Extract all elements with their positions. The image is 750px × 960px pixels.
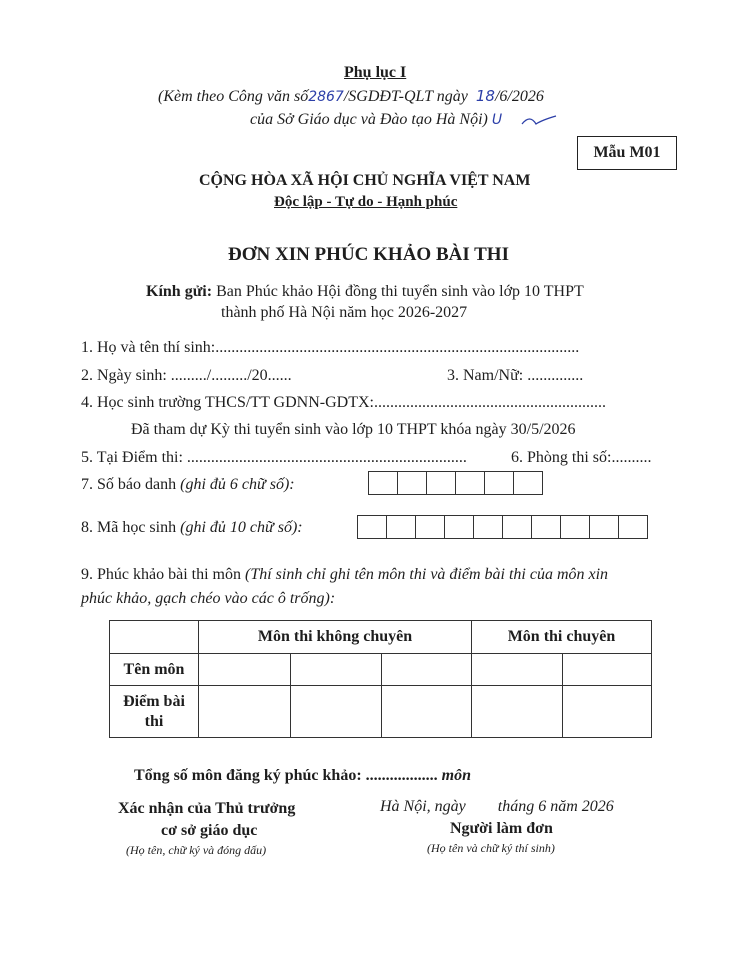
total-subjects-line[interactable]: [134, 767, 471, 785]
row-label-subject: Tên môn: [110, 654, 199, 686]
digit-box[interactable]: [532, 516, 561, 538]
ref-middle: /SGDĐT-QLT ngày: [343, 88, 468, 105]
digit-box[interactable]: [398, 472, 427, 494]
right-signature-title: Người làm đơn: [450, 820, 553, 837]
table-corner-cell: [110, 621, 199, 654]
handwritten-initial-stroke: [520, 112, 560, 132]
field-gender[interactable]: 3. Nam/Nữ: ..............: [447, 367, 584, 384]
appendix-reference-line2: [250, 111, 502, 129]
field-candidate-number-label: [81, 476, 295, 494]
score-cell[interactable]: [563, 686, 652, 738]
digit-box[interactable]: [369, 472, 398, 494]
subject-cell[interactable]: [199, 654, 291, 686]
score-cell[interactable]: [472, 686, 563, 738]
ref-suffix: /6/2026: [494, 88, 544, 105]
digit-box[interactable]: [590, 516, 619, 538]
subject-cell[interactable]: [291, 654, 382, 686]
left-signature-note: (Họ tên, chữ ký và đóng dấu): [126, 843, 267, 857]
header-specialized: Môn thi chuyên: [472, 621, 652, 654]
sbd-hint: (ghi đủ 6 chữ số):: [180, 476, 295, 493]
student-id-label: 8. Mã học sinh: [81, 519, 181, 536]
form-title: ĐƠN XIN PHÚC KHẢO BÀI THI: [228, 244, 509, 265]
subject-cell[interactable]: [472, 654, 563, 686]
total-label: Tổng số môn đăng ký phúc khảo: ..................: [134, 767, 438, 784]
candidate-number-boxes[interactable]: [368, 471, 543, 495]
handwritten-initial: U: [491, 112, 503, 128]
left-signature-title-1: Xác nhận của Thủ trưởng: [118, 800, 296, 817]
student-id-boxes[interactable]: [357, 515, 648, 539]
score-cell[interactable]: [291, 686, 382, 738]
appendix-title: Phụ lục I: [344, 64, 407, 81]
field-student-id-label: [81, 519, 303, 537]
subject-cell[interactable]: [563, 654, 652, 686]
recipient-line2: thành phố Hà Nội năm học 2026-2027: [221, 304, 468, 321]
digit-box[interactable]: [619, 516, 647, 538]
row-label-score-line2: thi: [144, 712, 164, 730]
score-cell[interactable]: [199, 686, 291, 738]
left-signature-title-2: cơ sở giáo dục: [161, 822, 258, 839]
total-unit: môn: [441, 767, 471, 784]
review-label: 9. Phúc khảo bài thi môn: [81, 566, 245, 583]
digit-box[interactable]: [416, 516, 445, 538]
row-label-score: [110, 686, 199, 738]
subject-cell[interactable]: [382, 654, 472, 686]
field-date-of-birth[interactable]: 2. Ngày sinh: ........./........./20......: [81, 367, 292, 384]
digit-box[interactable]: [456, 472, 485, 494]
digit-box[interactable]: [514, 472, 542, 494]
national-title: CỘNG HÒA XÃ HỘI CHỦ NGHĨA VIỆT NAM: [199, 172, 531, 189]
field-exam-room[interactable]: 6. Phòng thi số:..........: [511, 449, 652, 466]
appendix-reference-line: [158, 87, 544, 106]
recipient-label: Kính gửi:: [146, 283, 213, 300]
ref-prefix: (Kèm theo Công văn số: [158, 88, 309, 105]
header-non-specialized: Môn thi không chuyên: [199, 621, 472, 654]
recipient-line1: [146, 283, 584, 301]
digit-box[interactable]: [474, 516, 503, 538]
sbd-label: 7. Số báo danh: [81, 476, 181, 493]
score-cell[interactable]: [382, 686, 472, 738]
digit-box[interactable]: [427, 472, 456, 494]
review-subjects-line1: [81, 566, 608, 584]
student-id-hint: (ghi đủ 10 chữ số):: [180, 519, 303, 536]
digit-box[interactable]: [387, 516, 416, 538]
review-subjects-table: [109, 620, 652, 738]
field-exam-site[interactable]: 5. Tại Điểm thi: ......................................................................: [81, 449, 467, 466]
signature-date-line: Hà Nội, ngày tháng 6 năm 2026: [380, 798, 614, 815]
review-subjects-line2: phúc khảo, gạch chéo vào các ô trống):: [81, 590, 336, 607]
recipient-text1: Ban Phúc khảo Hội đồng thi tuyển sinh vào lớp 10 THPT: [216, 283, 584, 300]
digit-box[interactable]: [485, 472, 514, 494]
digit-box[interactable]: [358, 516, 387, 538]
form-code-box: Mẫu M01: [577, 136, 677, 170]
digit-box[interactable]: [445, 516, 474, 538]
field-full-name[interactable]: 1. Họ và tên thí sinh:...........................................................................................: [81, 339, 580, 356]
ref-line2: của Sở Giáo dục và Đào tạo Hà Nội): [250, 111, 488, 128]
review-hint1: (Thí sinh chỉ ghi tên môn thi và điểm bài thi của môn xin: [244, 566, 609, 583]
right-signature-note: (Họ tên và chữ ký thí sinh): [427, 841, 555, 855]
field-school[interactable]: 4. Học sinh trường THCS/TT GDNN-GDTX:..........................................................: [81, 394, 606, 411]
digit-box[interactable]: [503, 516, 532, 538]
row-label-score-line1: Điểm bài: [123, 692, 185, 710]
handwritten-ref-number: 2867: [308, 89, 344, 105]
handwritten-ref-day: 18: [475, 87, 495, 105]
exam-attendance-note: Đã tham dự Kỳ thi tuyển sinh vào lớp 10 THPT khóa ngày 30/5/2026: [131, 421, 576, 438]
national-motto: Độc lập - Tự do - Hạnh phúc: [274, 194, 458, 210]
digit-box[interactable]: [561, 516, 590, 538]
